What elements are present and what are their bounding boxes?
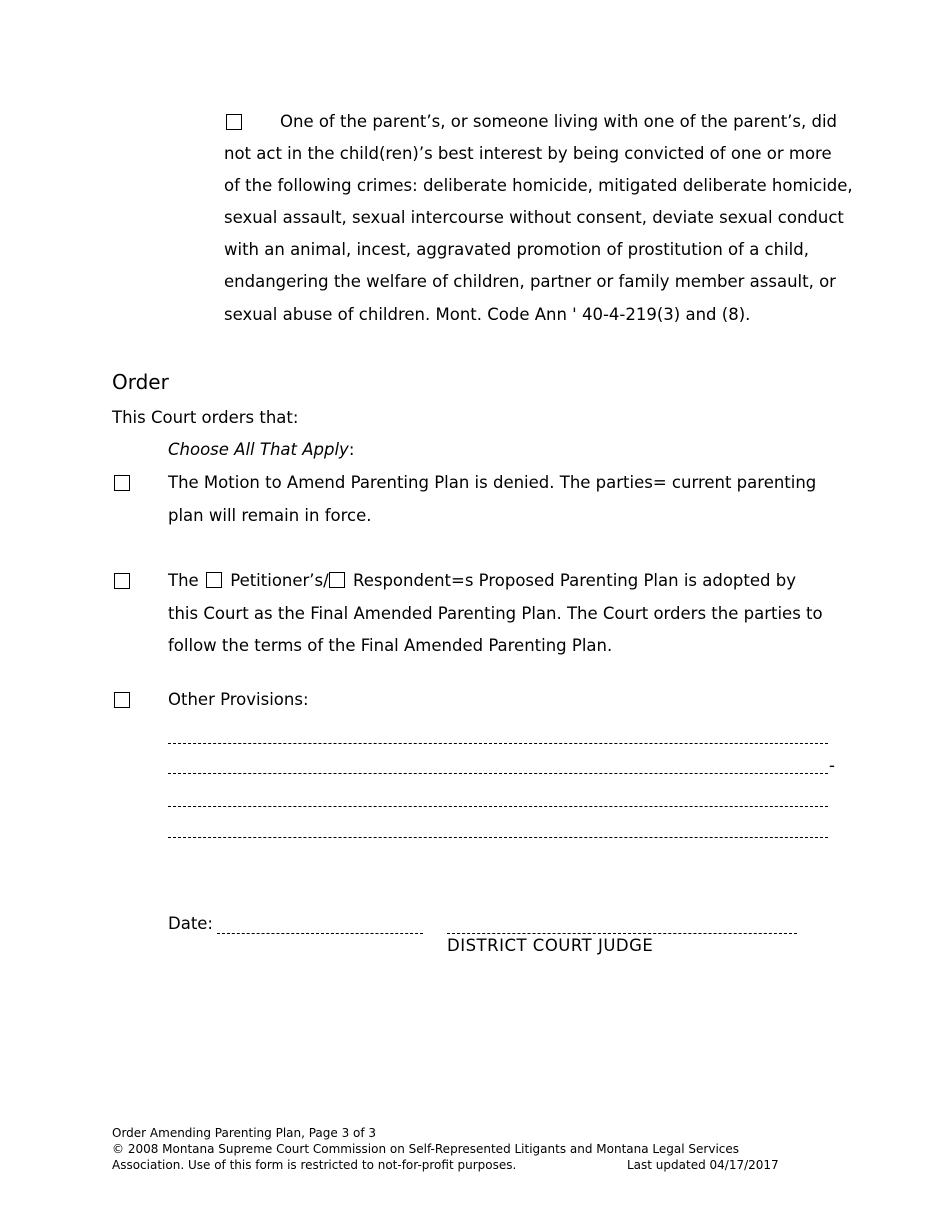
choose-all-text: Choose All That Apply — [168, 440, 349, 459]
deny-motion-line-1: The Motion to Amend Parenting Plan is denied. The parties= current parenting — [168, 473, 817, 492]
judge-signature-line[interactable] — [447, 933, 797, 934]
other-provisions-label: Other Provisions: — [168, 690, 309, 709]
crimes-line-2: not act in the child(ren)’s best interest by being convicted of one or more — [224, 144, 832, 163]
petitioner-checkbox[interactable] — [206, 572, 222, 588]
footer-copyright: © 2008 Montana Supreme Court Commission on Self-Represented Litigants and Montana Legal Services — [112, 1142, 740, 1156]
deny-motion-line-2: plan will remain in force. — [168, 506, 372, 525]
choose-all-instruction — [168, 440, 354, 459]
date-label: Date: — [168, 914, 213, 933]
petitioner-label: Petitioner’s/ — [230, 571, 329, 590]
crimes-line-1: One of the parent’s, or someone living with one of the parent’s, did — [280, 112, 838, 131]
footer-title: Order Amending Parenting Plan, Page 3 of 3 — [112, 1126, 377, 1140]
provision-line-1[interactable] — [168, 743, 828, 744]
respondent-checkbox[interactable] — [329, 572, 345, 588]
footer-usage: Association. Use of this form is restricted to not-for-profit purposes. — [112, 1158, 517, 1172]
crimes-line-7: sexual abuse of children. Mont. Code Ann ' 40-4-219(3) and (8). — [224, 305, 751, 324]
adopt-plan-line-1 — [168, 571, 796, 590]
crimes-line-6: endangering the welfare of children, partner or family member assault, or — [224, 272, 836, 291]
crimes-line-5: with an animal, incest, aggravated promotion of prostitution of a child, — [224, 240, 809, 259]
crimes-line-4: sexual assault, sexual intercourse without consent, deviate sexual conduct — [224, 208, 844, 227]
adopt-plan-line-2: this Court as the Final Amended Parenting Plan. The Court orders the parties to — [168, 604, 823, 623]
crimes-line-3: of the following crimes: deliberate homicide, mitigated deliberate homicide, — [224, 176, 853, 195]
date-line[interactable] — [217, 933, 423, 934]
provision-line-2[interactable] — [168, 773, 828, 774]
adopt-plan-line-3: follow the terms of the Final Amended Parenting Plan. — [168, 636, 613, 655]
order-heading: Order — [112, 370, 169, 394]
adopt-plan-the: The — [168, 571, 199, 590]
provision-line-3[interactable] — [168, 806, 828, 807]
choose-all-colon: : — [348, 440, 355, 459]
footer-updated: Last updated 04/17/2017 — [627, 1158, 779, 1172]
other-provisions-checkbox[interactable] — [114, 692, 130, 708]
judge-label: DISTRICT COURT JUDGE — [447, 936, 654, 955]
respondent-label: Respondent=s Proposed Parenting Plan is adopted by — [352, 571, 796, 590]
crimes-checkbox[interactable] — [226, 114, 242, 130]
provision-line-4[interactable] — [168, 837, 828, 838]
deny-motion-checkbox[interactable] — [114, 475, 130, 491]
order-intro: This Court orders that: — [112, 408, 299, 427]
adopt-plan-checkbox[interactable] — [114, 573, 130, 589]
provision-line-2-mark: - — [829, 756, 835, 775]
